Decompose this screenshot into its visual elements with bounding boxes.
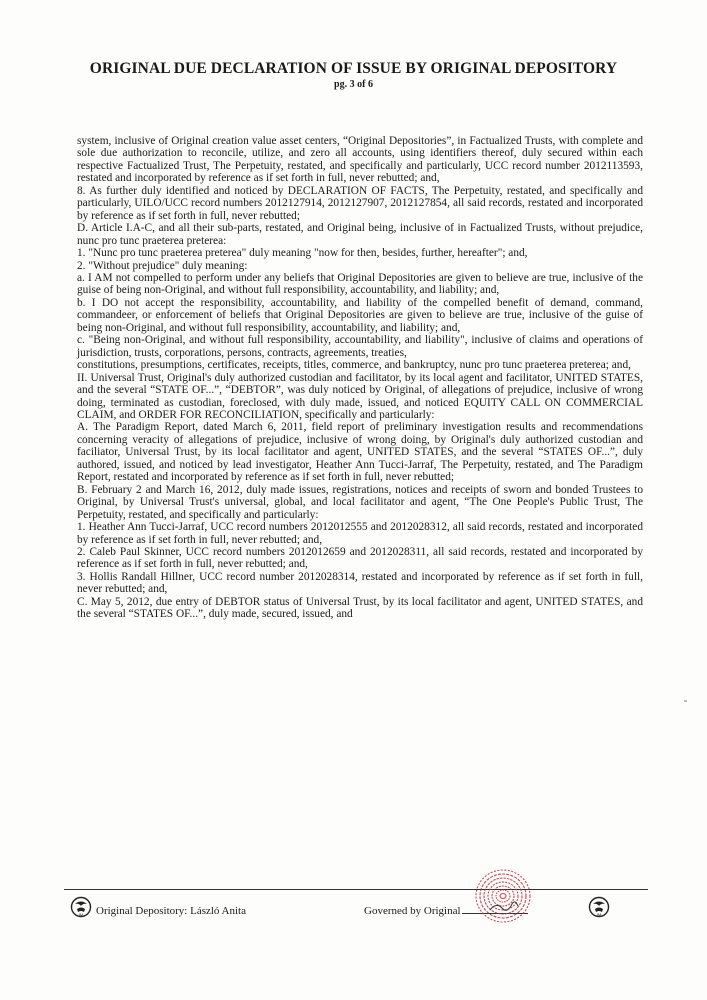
paragraph: c. "Being non-Original, and without full responsibility, accountability, and liability", inclusive of claims and operations of jurisdiction, trusts, corporations, persons, contracts, agreements, treaties, [77,334,643,359]
footer-depository: Original Depository: László Anita [96,905,246,917]
footer-divider [64,889,648,890]
paragraph: 1. "Nunc pro tunc praeterea preterea" duly meaning "now for then, besides, further, hereafter"; and, [77,247,528,260]
paragraph: D. Article I.A-C, and all their sub-parts, restated, and Original being, inclusive of in Factualized Trusts, without prejudice, nunc pro tunc praeterea preterea: [77,222,643,247]
paragraph: 2. Caleb Paul Skinner, UCC record numbers 2012012659 and 2012028311, all said records, restated and incorporated by reference as if set forth in full, never rebutted; and, [77,545,643,571]
paragraph: B. February 2 and March 16, 2012, duly made issues, registrations, notices and receipts of sworn and bonded Trustees to Original, by Universal Trust's universal, global, and local facilitator and agent, “The One People's Public Trust, The Perpetuity, restated, and specifically and particularly: [77,483,643,521]
document-body [77,135,643,621]
svg-text:IM: IM [596,912,602,917]
paragraph: 8. As further duly identified and noticed by DECLARATION OF FACTS, The Perpetuity, restated, and specifically and particularly, UILO/UCC record numbers 2012127914, 2012127907, 2012127854, all said records, restated and incorporated by reference as if set forth in full, never rebutted; [77,184,643,222]
emblem-icon [70,896,92,918]
paragraph: a. I AM not compelled to perform under any beliefs that Original Depositories are given to believe are true, inclusive of the guise of being non-Original, and without full responsibility, accountability, and liability; and, [77,271,643,297]
paragraph: system, inclusive of Original creation value asset centers, “Original Depositories”, in Factualized Trusts, with complete and sole due authorization to reconcile, utilize, and zero all accounts, using identifiers thereof, duly secured within each respective Factualized Trust, The Perpetuity, restated, and specifically and particularly, UCC record number 2012113593, restated and incorporated by reference as if set forth in full, never rebutted; and, [77,135,643,185]
paragraph: C. May 5, 2012, due entry of DEBTOR status of Universal Trust, by its local facilitator and agent, UNITED STATES, and the several “STATES OF...”, duly made, secured, issued, and [77,595,643,621]
paragraph: 1. Heather Ann Tucci-Jarraf, UCC record numbers 2012012555 and 2012028312, all said records, restated and incorporated by reference as if set forth in full, never rebutted; and, [77,521,643,546]
governed-label: Governed by Original [364,905,461,917]
scan-speck [684,700,687,702]
paragraph: constitutions, presumptions, certificates, receipts, titles, commerce, and bankruptcy, nunc pro tunc praeterea preterea; and, [77,359,631,372]
paragraph: 2. "Without prejudice" duly meaning: [77,259,248,272]
paragraph: 3. Hollis Randall Hillner, UCC record number 2012028314, restated and incorporated by reference as if set forth in full, never rebutted; and, [77,570,643,596]
paragraph: A. The Paradigm Report, dated March 6, 2011, field report of preliminary investigation results and recommendations concerning veracity of allegations of prejudice, inclusive of wrong doing, by Original's duly authorized custodian and faciliator, Universal Trust, by its local facilitator and agent, UNITED STATES, and the several “STATES OF...”, duly authored, issued, and noticed by lead investigator, Heather Ann Tucci-Jarraf, The Perpetuity, restated, and The Paradigm Report, restated and incorporated by reference as if set forth in full, never rebutted; [77,421,643,484]
document-title: ORIGINAL DUE DECLARATION OF ISSUE BY ORIGINAL DEPOSITORY [89,60,618,77]
emblem-icon [588,896,610,918]
svg-text:IM: IM [78,912,84,917]
fingerprint-seal [472,866,534,926]
page-number: pg. 3 of 6 [334,79,373,90]
paragraph: b. I DO not accept the responsibility, accountability, and liability of the compelled benefit of demand, command, commandeer, or enforcement of beliefs that Original Depositories are given to believe are true, inclusive of the guise of being non-Original, and without full responsibility, accountability, and liability; and, [77,296,643,334]
paragraph: II. Universal Trust, Original's duly authorized custodian and facilitator, by its local agent and facilitator, UNITED STATES, and the several “STATE OF...”, “DEBTOR”, was duly noticed by Original, of allegations of prejudice, inclusive of wrong doing, terminated as custodian, foreclosed, with duly made, issued, and noticed EQUITY CALL ON COMMERCIAL CLAIM, and ORDER FOR RECONCILIATION, specifically and particularly: [77,371,643,421]
